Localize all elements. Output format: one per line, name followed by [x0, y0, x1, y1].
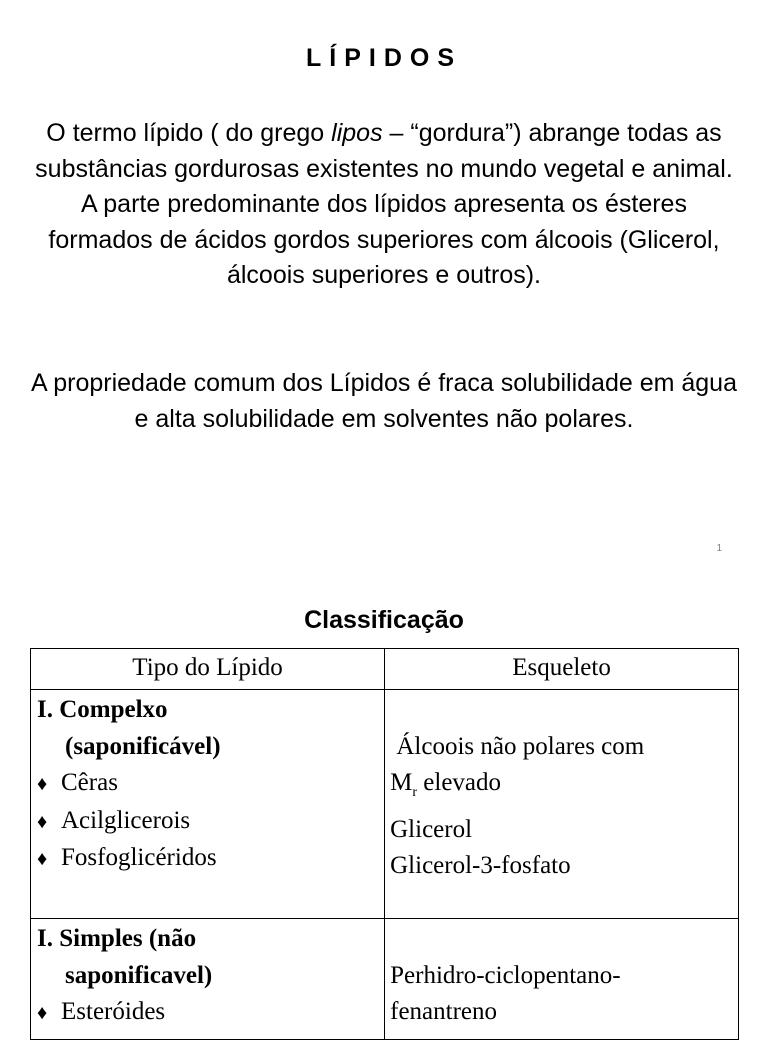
skeleton-text: Álcoois não polares com [396, 732, 645, 760]
list-item: ♦ Cêras [37, 765, 380, 803]
type-cell-complex [31, 690, 385, 919]
list-item: ♦ Fosfoglicéridos [37, 840, 380, 878]
skeleton-text: $M_r$ elevado [390, 769, 502, 800]
classification-table [30, 648, 739, 1040]
page-number: 1 [716, 543, 722, 554]
diamond-bullet-icon: ♦ [37, 810, 48, 833]
slide-title: LÍPIDOS [305, 44, 462, 72]
group-title: I. Compelxo [37, 696, 168, 723]
diamond-bullet-icon: ♦ [37, 1002, 48, 1024]
property-paragraph: A propriedade comum dos Lípidos é fraca solubilidade em água e alta solubilidade em solventes não polares. [31, 369, 737, 433]
intro-text-start: O termo lípido ( do grego [46, 119, 332, 147]
diamond-bullet-icon: ♦ [37, 773, 48, 795]
intro-text-end: – “gordura”) abrange todas as substâncias gordurosas existentes no mundo vegetal e animal. A parte predominante dos lípidos apresenta os ésteres formados de ácidos gordos superiores com álcoois (Glicerol, álcoois superiores e outros). [35, 119, 733, 290]
skeleton-text: Perhidro-ciclopentano- [390, 961, 621, 989]
skeleton-text: Glicerol-3-fosfato [390, 852, 571, 879]
diamond-bullet-icon: ♦ [37, 848, 48, 870]
skeleton-cell-complex [385, 690, 739, 919]
classification-heading: Classificação [304, 606, 464, 634]
list-item: ♦ Acilglicerois [37, 803, 380, 841]
column-header-type: Tipo do Lípido [31, 649, 385, 690]
table-row [31, 919, 739, 1040]
skeleton-text: fenantreno [390, 998, 498, 1025]
skeleton-cell-simple [385, 919, 739, 1040]
group-title: I. Simples (não [37, 925, 197, 952]
list-item: ♦ Esteróides [37, 994, 380, 1032]
table-header-row [31, 649, 739, 690]
group-subtitle: (saponificável) [65, 732, 221, 760]
skeleton-text: Glicerol [390, 815, 473, 843]
table-row [31, 690, 739, 919]
type-cell-simple [31, 919, 385, 1040]
column-header-skeleton: Esqueleto [385, 649, 739, 690]
intro-paragraph [30, 116, 738, 294]
intro-text-italic: lipos [331, 119, 383, 147]
group-subtitle: saponificavel) [65, 961, 213, 989]
